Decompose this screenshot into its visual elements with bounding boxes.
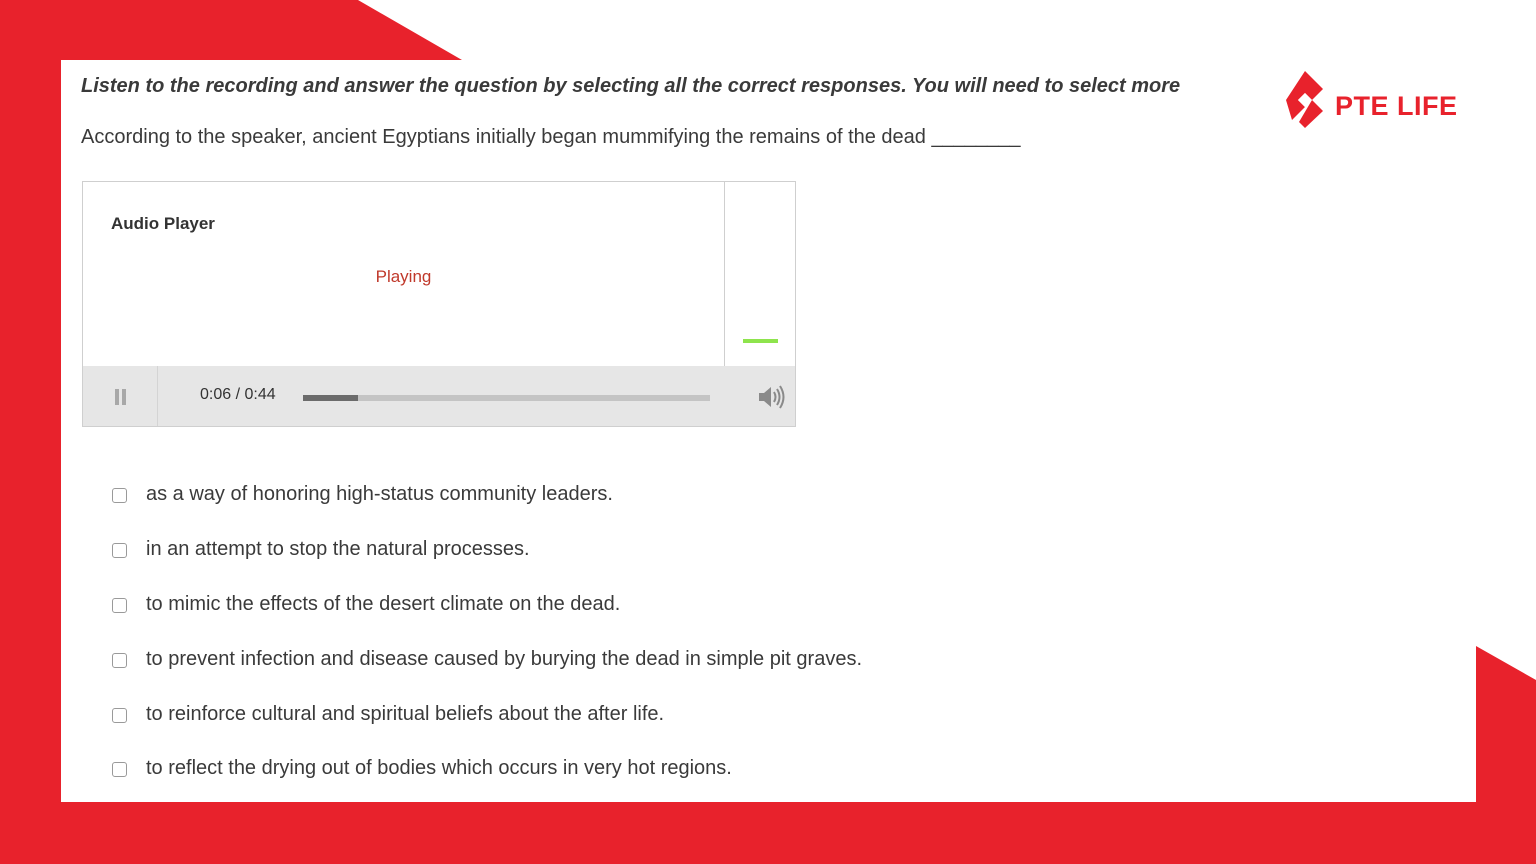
option-label: to reinforce cultural and spiritual beliefs about the after life. (146, 703, 665, 725)
option-checkbox[interactable] (112, 488, 127, 503)
progress-bar-fill (303, 395, 358, 401)
question-text: According to the speaker, ancient Egyptians initially began mummifying the remains of the dead ________ (81, 126, 1021, 148)
answer-option[interactable] (112, 590, 1012, 620)
answer-option[interactable] (112, 700, 1012, 730)
audio-player-title: Audio Player (111, 214, 215, 233)
answer-option[interactable] (112, 480, 1012, 510)
answer-option[interactable] (112, 754, 1012, 784)
playback-time: 0:06 / 0:44 (200, 386, 276, 403)
pte-life-logo-icon (1285, 68, 1327, 130)
answer-option[interactable] (112, 645, 1012, 675)
progress-bar[interactable] (303, 395, 710, 401)
answer-option[interactable] (112, 535, 1012, 565)
pause-button[interactable] (83, 366, 158, 426)
option-label: to reflect the drying out of bodies which occurs in very hot regions. (146, 757, 732, 779)
logo-text: PTE LIFE (1335, 91, 1458, 121)
option-checkbox[interactable] (112, 708, 127, 723)
question-panel (61, 60, 1475, 802)
playback-status: Playing (375, 267, 432, 286)
volume-icon (757, 384, 787, 410)
option-label: to prevent infection and disease caused by burying the dead in simple pit graves. (146, 648, 862, 670)
instruction-text: Listen to the recording and answer the question by selecting all the correct responses. You will need to select more (81, 75, 1181, 97)
audio-player-display (83, 182, 725, 366)
option-label: as a way of honoring high-status community leaders. (146, 483, 613, 505)
option-label: in an attempt to stop the natural processes. (146, 538, 530, 560)
volume-level-meter (743, 339, 778, 343)
brand-logo (1285, 68, 1475, 130)
option-checkbox[interactable] (112, 762, 127, 777)
audio-player (82, 181, 796, 427)
option-checkbox[interactable] (112, 543, 127, 558)
volume-button[interactable] (757, 384, 787, 410)
option-checkbox[interactable] (112, 653, 127, 668)
player-controls (83, 366, 795, 426)
option-checkbox[interactable] (112, 598, 127, 613)
option-label: to mimic the effects of the desert climate on the dead. (146, 593, 621, 615)
